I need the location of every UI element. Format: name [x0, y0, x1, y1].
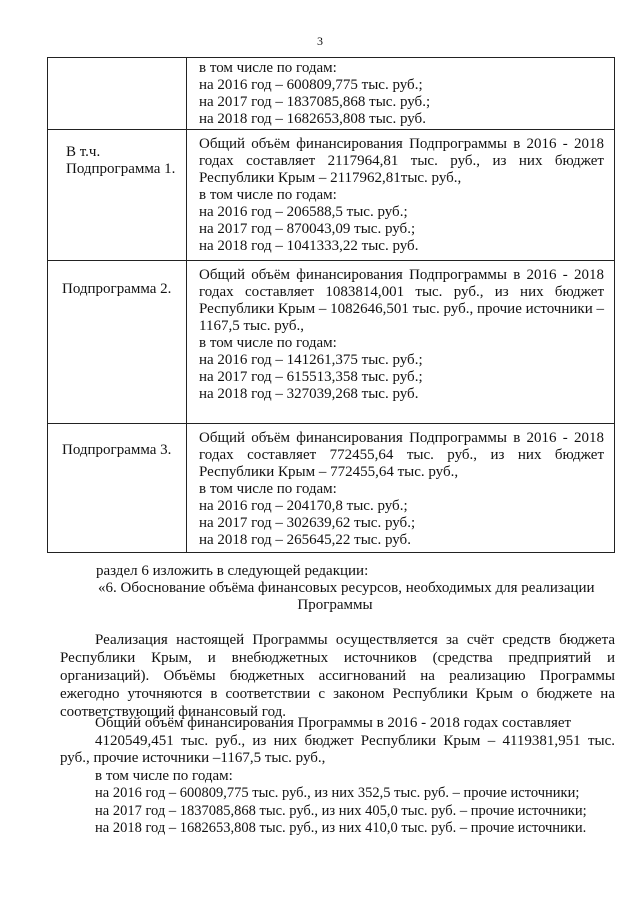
year-breakdown-heading: в том числе по годам: — [199, 335, 337, 351]
funding-table — [47, 57, 615, 553]
section-intro: раздел 6 изложить в следующей редакции: — [96, 563, 369, 579]
row-label — [48, 58, 186, 72]
funding-summary: Общий объём финансирования Подпрограммы в 2016 - 2018 годах составляет 2117964,81 тыс. руб., из них бюджет Республики Крым – 2117962,81тыс. руб., — [199, 136, 604, 186]
section-heading-continued: Программы — [297, 597, 373, 613]
year-breakdown-heading: в том числе по годам: — [95, 768, 233, 784]
year-line: на 2017 год – 870043,09 тыс. руб.; — [199, 221, 416, 237]
row-label-cell — [48, 424, 187, 553]
year-line: на 2018 год – 1682653,808 тыс. руб., из них 410,0 тыс. руб. – прочие источники. — [95, 820, 587, 836]
total-funding-line: 4120549,451 тыс. руб., из них бюджет Республики Крым – 4119381,951 тыс. — [95, 733, 615, 749]
row-label: В т.ч. Подпрограмма 1. — [66, 144, 176, 177]
row-text-cell — [187, 130, 615, 261]
year-line: на 2017 год – 1837085,868 тыс. руб., из них 405,0 тыс. руб. – прочие источники; — [95, 803, 587, 819]
table-row — [48, 424, 615, 553]
funding-summary: Общий объём финансирования Подпрограммы в 2016 - 2018 годах составляет 1083814,001 тыс. руб., из них бюджет Республики Крым – 1082646,501 тыс. руб., прочие источники –1167,5 тыс. руб., — [199, 267, 604, 334]
row-label: Подпрограмма 3. — [62, 442, 172, 458]
row-text-cell — [187, 424, 615, 553]
row-label-cell — [48, 58, 187, 130]
year-breakdown-heading: в том числе по годам: — [199, 60, 337, 76]
year-breakdown-heading: в том числе по годам: — [199, 481, 337, 497]
year-line: на 2016 год – 600809,775 тыс. руб.; — [199, 77, 423, 93]
year-line: на 2016 год – 141261,375 тыс. руб.; — [199, 352, 423, 368]
year-line: на 2017 год – 615513,358 тыс. руб.; — [199, 369, 423, 385]
year-line: на 2018 год – 1041333,22 тыс. руб. — [199, 238, 419, 254]
table-row — [48, 261, 615, 424]
section-heading: «6. Обоснование объёма финансовых ресурсов, необходимых для реализации — [98, 580, 595, 596]
year-line: на 2018 год – 1682653,808 тыс. руб. — [199, 111, 426, 127]
year-line: на 2017 год – 302639,62 тыс. руб.; — [199, 515, 416, 531]
year-line: на 2016 год – 204170,8 тыс. руб.; — [199, 498, 408, 514]
page-number: 3 — [317, 34, 323, 48]
total-funding-line: Общий объём финансирования Программы в 2016 - 2018 годах составляет — [95, 715, 572, 731]
year-line: на 2017 год – 1837085,868 тыс. руб.; — [199, 94, 431, 110]
table-row — [48, 58, 615, 130]
total-funding-line: руб., прочие источники –1167,5 тыс. руб., — [60, 750, 326, 766]
table-row — [48, 130, 615, 261]
body-paragraph: Реализация настоящей Программы осуществляется за счёт средств бюджета Республики Крым, и внебюджетных источников (средства предприятий и организаций). Объёмы бюджетных ассигнований на реализацию Программы ежегодно уточняются в соответствии с законом Республики Крым о бюджете на соответствующий финансовый год. — [60, 632, 615, 720]
year-line: на 2018 год – 265645,22 тыс. руб. — [199, 532, 411, 548]
funding-summary: Общий объём финансирования Подпрограммы в 2016 - 2018 годах составляет 772455,64 тыс. руб., из них бюджет Республики Крым – 772455,64 тыс. руб., — [199, 430, 604, 480]
year-line: на 2018 год – 327039,268 тыс. руб. — [199, 386, 419, 402]
year-breakdown-heading: в том числе по годам: — [199, 187, 337, 203]
row-label-cell — [48, 130, 187, 261]
year-line: на 2016 год – 600809,775 тыс. руб., из них 352,5 тыс. руб. – прочие источники; — [95, 785, 580, 801]
row-label-cell — [48, 261, 187, 424]
row-text-cell — [187, 58, 615, 130]
row-label: Подпрограмма 2. — [62, 281, 172, 297]
year-line: на 2016 год – 206588,5 тыс. руб.; — [199, 204, 408, 220]
row-text-cell — [187, 261, 615, 424]
